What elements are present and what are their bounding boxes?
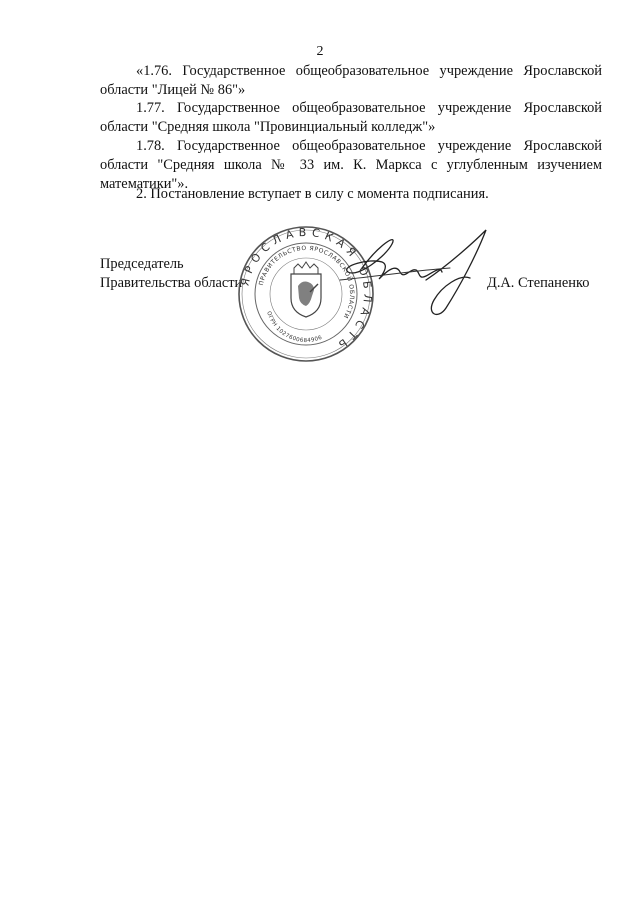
paragraph-effective-date: 2. Постановление вступает в силу с момента подписания. bbox=[136, 186, 489, 202]
seal-inner-text: ПРАВИТЕЛЬСТВО ЯРОСЛАВСКОЙ ОБЛАСТИ bbox=[257, 244, 356, 320]
paragraph-item-1-77: 1.77. Государственное общеобразовательное учреждение Ярославской области "Средняя школа "Провинциальный колледж"» bbox=[100, 100, 602, 135]
signatory-name: Д.А. Степаненко bbox=[487, 275, 590, 291]
signatory-position bbox=[100, 255, 242, 293]
signatory-position-line2: Правительства области bbox=[100, 275, 243, 291]
seal-bottom-text: ОГРН 1027600684906 bbox=[265, 310, 324, 345]
paragraph-item-1-76: «1.76. Государственное общеобразовательное учреждение Ярославской области "Лицей № 86"» bbox=[100, 63, 602, 98]
handwritten-signature bbox=[300, 228, 500, 324]
signatory-position-line1: Председатель bbox=[100, 256, 184, 272]
paragraph-item-1-78: 1.78. Государственное общеобразовательное учреждение Ярославской области "Средняя школа № 33 им. К. Маркса с углубленным изучением математики"». bbox=[100, 138, 602, 192]
page-number: 2 bbox=[316, 44, 324, 59]
seal-outer-text: ЯРОСЛАВСКАЯ ОБЛАСТЬ bbox=[238, 225, 375, 354]
